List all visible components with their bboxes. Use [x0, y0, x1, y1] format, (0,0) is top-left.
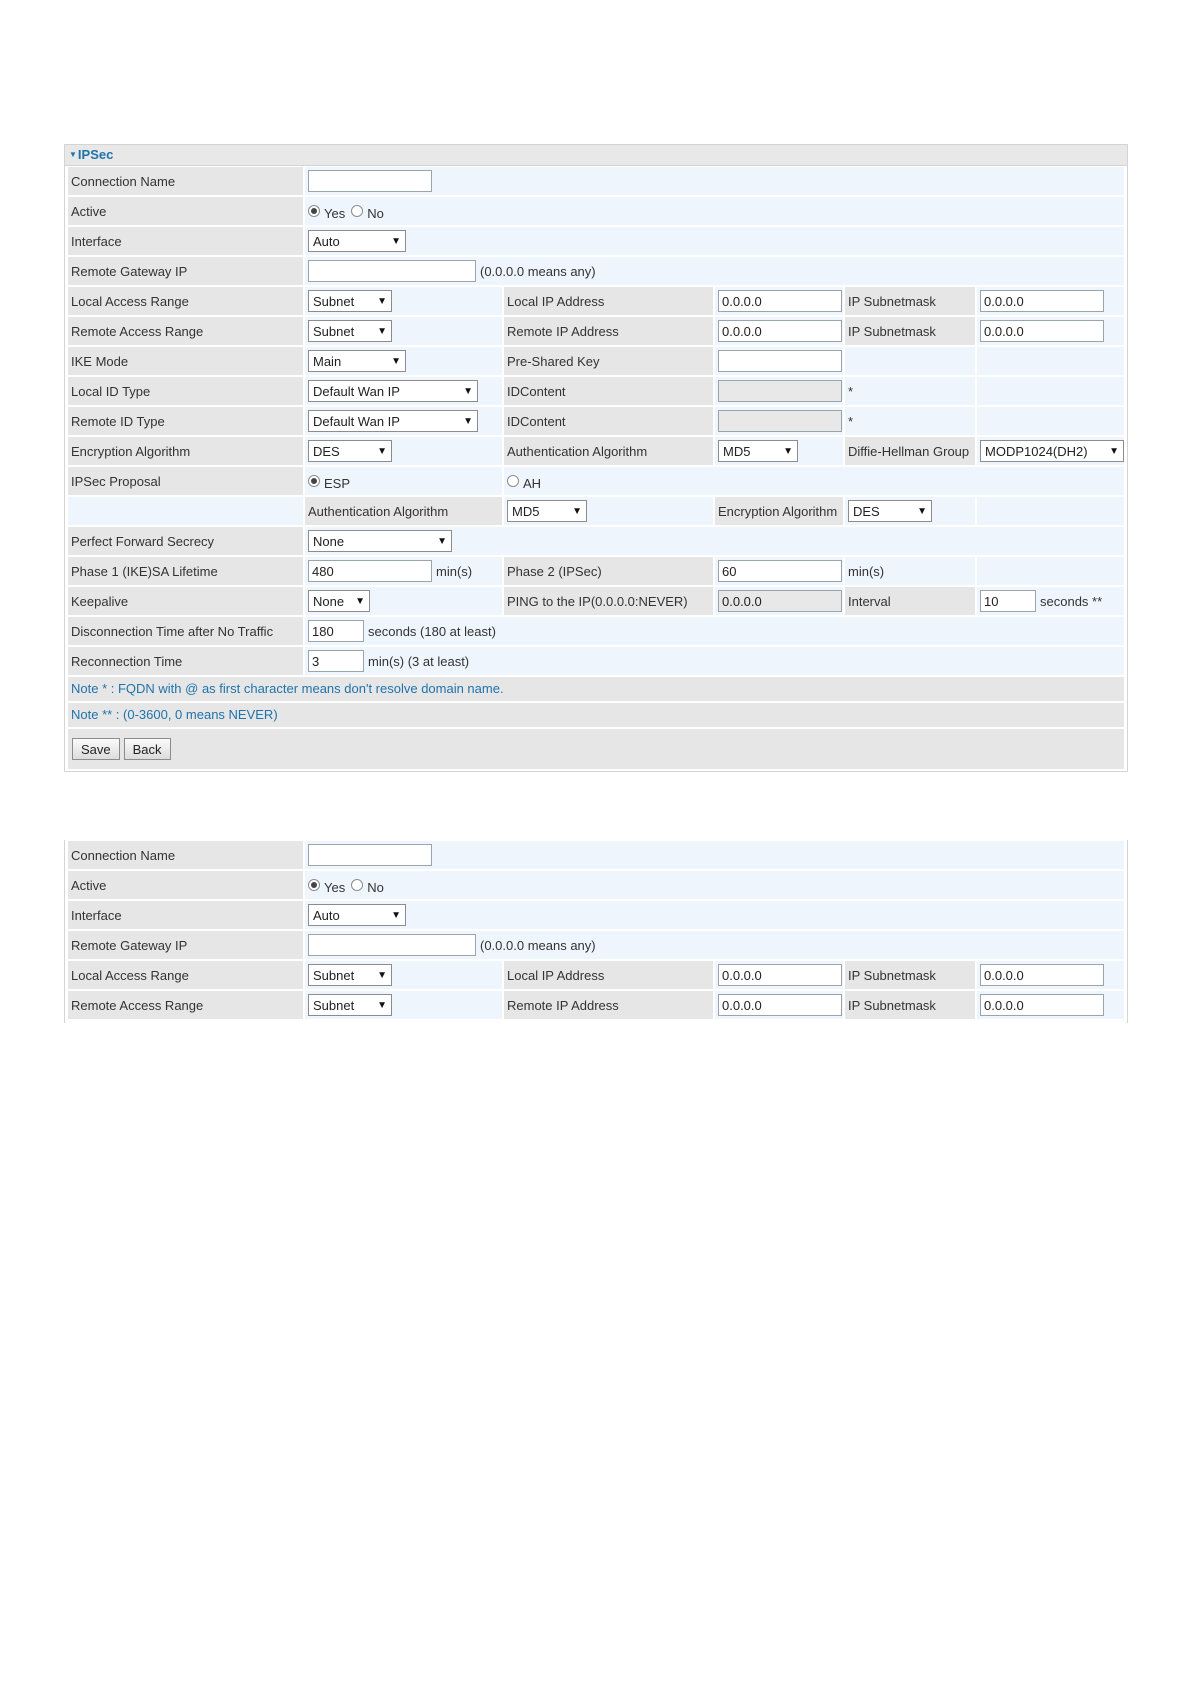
ping-ip-label: PING to the IP(0.0.0.0:NEVER)	[504, 587, 713, 615]
row-ike-mode	[68, 347, 1124, 375]
local-access-range-select[interactable]	[308, 964, 392, 986]
dropdown-arrow-icon: ▼	[783, 445, 793, 457]
local-access-range-select[interactable]	[308, 290, 392, 312]
active-no-radio[interactable]	[351, 205, 363, 217]
ping-ip-input[interactable]	[718, 590, 842, 612]
remote-access-range-label: Remote Access Range	[68, 991, 303, 1019]
remote-idcontent-required-star: *	[848, 413, 854, 429]
local-access-range-label: Local Access Range	[68, 287, 303, 315]
dropdown-arrow-icon: ▼	[391, 235, 401, 247]
row-reconnection-time	[68, 647, 1124, 675]
proposal-enc-value: DES	[853, 503, 880, 519]
interface-select[interactable]	[308, 230, 406, 252]
pre-shared-key-input[interactable]	[718, 350, 842, 372]
dh-group-select[interactable]	[980, 440, 1124, 462]
ike-mode-label: IKE Mode	[68, 347, 303, 375]
remote-subnetmask-input[interactable]	[980, 994, 1104, 1016]
form-rows	[65, 166, 1127, 771]
disconnection-time-label: Disconnection Time after No Traffic	[68, 617, 303, 645]
proposal-auth-value: MD5	[512, 503, 540, 519]
dropdown-arrow-icon: ▼	[377, 325, 387, 337]
local-subnetmask-label: IP Subnetmask	[845, 961, 975, 989]
row-remote-id-type	[68, 407, 1124, 435]
remote-access-range-value: Subnet	[313, 323, 355, 339]
proposal-ah-label: AH	[523, 475, 542, 491]
phase2-label: Phase 2 (IPSec)	[504, 557, 713, 585]
local-id-type-value: Default Wan IP	[313, 383, 400, 399]
dropdown-arrow-icon: ▼	[572, 505, 582, 517]
active-yes-label: Yes	[324, 205, 346, 221]
interval-unit: seconds **	[1040, 593, 1103, 609]
local-idcontent-required-star: *	[848, 383, 854, 399]
local-idcontent-input[interactable]	[718, 380, 842, 402]
local-subnetmask-input[interactable]	[980, 290, 1104, 312]
row-active-2	[68, 871, 1124, 899]
remote-subnetmask-label: IP Subnetmask	[845, 991, 975, 1019]
pfs-label: Perfect Forward Secrecy	[68, 527, 303, 555]
remote-access-range-select[interactable]	[308, 320, 392, 342]
row-remote-gateway-2	[68, 931, 1124, 959]
dropdown-arrow-icon: ▼	[377, 295, 387, 307]
row-ipsec-proposal	[68, 467, 1124, 495]
pre-shared-key-label: Pre-Shared Key	[504, 347, 713, 375]
proposal-enc-label: Encryption Algorithm	[715, 497, 843, 525]
row-local-access-range-2	[68, 961, 1124, 989]
row-keepalive	[68, 587, 1124, 615]
phase1-input[interactable]	[308, 560, 432, 582]
active-label: Active	[68, 197, 303, 225]
remote-ip-address-input[interactable]	[718, 994, 842, 1016]
dropdown-arrow-icon: ▼	[355, 595, 365, 607]
reconnection-time-label: Reconnection Time	[68, 647, 303, 675]
pfs-value: None	[313, 533, 345, 549]
dropdown-arrow-icon: ▼	[377, 969, 387, 981]
local-access-range-value: Subnet	[313, 967, 355, 983]
save-button[interactable]: Save	[72, 738, 120, 760]
remote-id-type-select[interactable]	[308, 410, 478, 432]
dropdown-arrow-icon: ▼	[463, 415, 473, 427]
local-idcontent-label: IDContent	[504, 377, 713, 405]
local-ip-address-input[interactable]	[718, 290, 842, 312]
remote-idcontent-label: IDContent	[504, 407, 713, 435]
remote-gateway-input[interactable]	[308, 934, 476, 956]
remote-id-type-label: Remote ID Type	[68, 407, 303, 435]
proposal-auth-select[interactable]	[507, 500, 587, 522]
remote-gateway-label: Remote Gateway IP	[68, 931, 303, 959]
back-button[interactable]: Back	[124, 738, 171, 760]
row-interface-2	[68, 901, 1124, 929]
pfs-select[interactable]	[308, 530, 452, 552]
dropdown-arrow-icon: ▼	[377, 999, 387, 1011]
remote-ip-address-label: Remote IP Address	[504, 991, 713, 1019]
encryption-algorithm-label: Encryption Algorithm	[68, 437, 303, 465]
row-remote-gateway	[68, 257, 1124, 285]
authentication-algorithm-label: Authentication Algorithm	[504, 437, 713, 465]
connection-name-input[interactable]	[308, 844, 432, 866]
collapse-triangle-icon[interactable]: ▼	[69, 150, 77, 159]
remote-gateway-hint: (0.0.0.0 means any)	[480, 937, 596, 953]
interface-label: Interface	[68, 227, 303, 255]
remote-ip-address-label: Remote IP Address	[504, 317, 713, 345]
remote-access-range-label: Remote Access Range	[68, 317, 303, 345]
keepalive-label: Keepalive	[68, 587, 303, 615]
local-ip-address-input[interactable]	[718, 964, 842, 986]
ipsec-panel	[64, 144, 1128, 772]
encryption-algorithm-select[interactable]	[308, 440, 392, 462]
phase2-unit: min(s)	[848, 563, 885, 579]
keepalive-select[interactable]	[308, 590, 370, 612]
phase2-input[interactable]	[718, 560, 842, 582]
dropdown-arrow-icon: ▼	[391, 909, 401, 921]
local-id-type-label: Local ID Type	[68, 377, 303, 405]
dropdown-arrow-icon: ▼	[463, 385, 473, 397]
remote-ip-address-input[interactable]	[718, 320, 842, 342]
active-label: Active	[68, 871, 303, 899]
row-local-id-type	[68, 377, 1124, 405]
active-yes-radio[interactable]	[308, 879, 320, 891]
remote-access-range-value: Subnet	[313, 997, 355, 1013]
local-ip-address-label: Local IP Address	[504, 961, 713, 989]
proposal-esp-radio[interactable]	[308, 475, 320, 487]
row-encryption-algorithm	[68, 437, 1124, 465]
panel-title-text: IPSec	[77, 147, 114, 162]
disconnection-time-input[interactable]	[308, 620, 364, 642]
local-access-range-label: Local Access Range	[68, 961, 303, 989]
reconnection-time-hint: min(s) (3 at least)	[368, 653, 470, 669]
row-lifetime	[68, 557, 1124, 585]
disconnection-time-hint: seconds (180 at least)	[368, 623, 496, 639]
interval-label: Interval	[845, 587, 975, 615]
remote-gateway-input[interactable]	[308, 260, 476, 282]
proposal-auth-label: Authentication Algorithm	[305, 497, 502, 525]
active-yes-label: Yes	[324, 879, 346, 895]
dropdown-arrow-icon: ▼	[391, 355, 401, 367]
remote-access-range-select[interactable]	[308, 994, 392, 1016]
dh-group-label: Diffie-Hellman Group	[845, 437, 975, 465]
interface-value: Auto	[313, 233, 340, 249]
interface-value: Auto	[313, 907, 340, 923]
interval-input[interactable]	[980, 590, 1036, 612]
row-local-access-range	[68, 287, 1124, 315]
interface-label: Interface	[68, 901, 303, 929]
row-active	[68, 197, 1124, 225]
active-no-label: No	[367, 879, 384, 895]
panel-title[interactable]	[65, 145, 1127, 166]
interface-select[interactable]	[308, 904, 406, 926]
dropdown-arrow-icon: ▼	[917, 505, 927, 517]
row-connection-name	[68, 167, 1124, 195]
connection-name-input[interactable]	[308, 170, 432, 192]
local-access-range-value: Subnet	[313, 293, 355, 309]
keepalive-value: None	[313, 593, 345, 609]
dropdown-arrow-icon: ▼	[377, 445, 387, 457]
reconnection-time-input[interactable]	[308, 650, 364, 672]
row-interface	[68, 227, 1124, 255]
phase1-label: Phase 1 (IKE)SA Lifetime	[68, 557, 303, 585]
encryption-algorithm-value: DES	[313, 443, 340, 459]
ipsec-panel-partial	[64, 840, 1128, 1023]
row-connection-name-2	[68, 841, 1124, 869]
remote-subnetmask-input[interactable]	[980, 320, 1104, 342]
ipsec-proposal-label: IPSec Proposal	[68, 467, 303, 495]
dropdown-arrow-icon: ▼	[437, 535, 447, 547]
row-disconnection-time	[68, 617, 1124, 645]
remote-subnetmask-label: IP Subnetmask	[845, 317, 975, 345]
ike-mode-select[interactable]	[308, 350, 406, 372]
remote-id-type-value: Default Wan IP	[313, 413, 400, 429]
proposal-enc-select[interactable]	[848, 500, 932, 522]
local-ip-address-label: Local IP Address	[504, 287, 713, 315]
local-id-type-select[interactable]	[308, 380, 478, 402]
proposal-esp-label: ESP	[324, 475, 351, 491]
remote-gateway-label: Remote Gateway IP	[68, 257, 303, 285]
form-rows-2	[65, 840, 1127, 1023]
row-remote-access-range-2	[68, 991, 1124, 1019]
note-fqdn: Note * : FQDN with @ as first character means don't resolve domain name.	[68, 677, 1124, 701]
button-bar	[68, 729, 1124, 769]
row-pfs	[68, 527, 1124, 555]
proposal-ah-radio[interactable]	[507, 475, 519, 487]
local-subnetmask-input[interactable]	[980, 964, 1104, 986]
dropdown-arrow-icon: ▼	[1109, 445, 1119, 457]
connection-name-label: Connection Name	[68, 841, 303, 869]
ike-mode-value: Main	[313, 353, 342, 369]
phase1-unit: min(s)	[436, 563, 473, 579]
remote-idcontent-input[interactable]	[718, 410, 842, 432]
dh-group-value: MODP1024(DH2)	[985, 443, 1088, 459]
authentication-algorithm-select[interactable]	[718, 440, 798, 462]
note-interval: Note ** : (0-3600, 0 means NEVER)	[68, 703, 1124, 727]
connection-name-label: Connection Name	[68, 167, 303, 195]
local-subnetmask-label: IP Subnetmask	[845, 287, 975, 315]
active-no-radio[interactable]	[351, 879, 363, 891]
active-yes-radio[interactable]	[308, 205, 320, 217]
row-remote-access-range	[68, 317, 1124, 345]
row-proposal-algorithms	[68, 497, 1124, 525]
active-no-label: No	[367, 205, 384, 221]
authentication-algorithm-value: MD5	[723, 443, 751, 459]
remote-gateway-hint: (0.0.0.0 means any)	[480, 263, 596, 279]
